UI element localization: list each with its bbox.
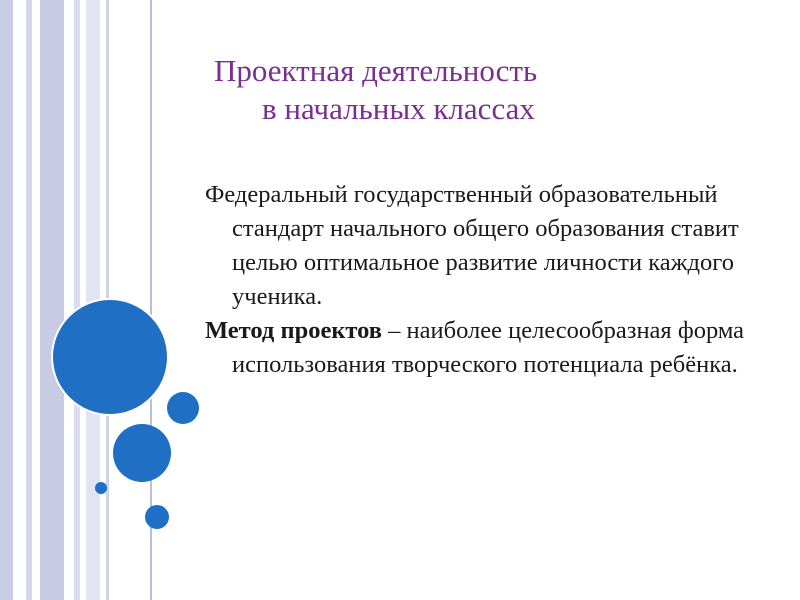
decorative-circle-small	[167, 392, 199, 424]
paragraph-project-method-text: – наиболее целесообразная форма использования творческого потенциала ребёнка.	[232, 317, 745, 378]
decorative-circle-small-lower	[145, 505, 169, 529]
slide-title-line1: Проектная деятельность	[214, 53, 538, 88]
slide-body	[205, 178, 745, 382]
decorative-circle-tiny	[95, 482, 107, 494]
paragraph-project-method	[205, 314, 745, 382]
slide-title-line2: в начальных классах	[262, 91, 535, 126]
decorative-circle-large	[53, 300, 167, 414]
paragraph-fgos: Федеральный государственный образовательный стандарт начального общего образования ставит целью оптимальное развитие личности каждого ученика.	[205, 181, 739, 310]
paragraph-project-method-term: Метод проектов	[205, 317, 383, 344]
decorative-circle-medium	[113, 424, 171, 482]
slide-title	[200, 52, 660, 128]
